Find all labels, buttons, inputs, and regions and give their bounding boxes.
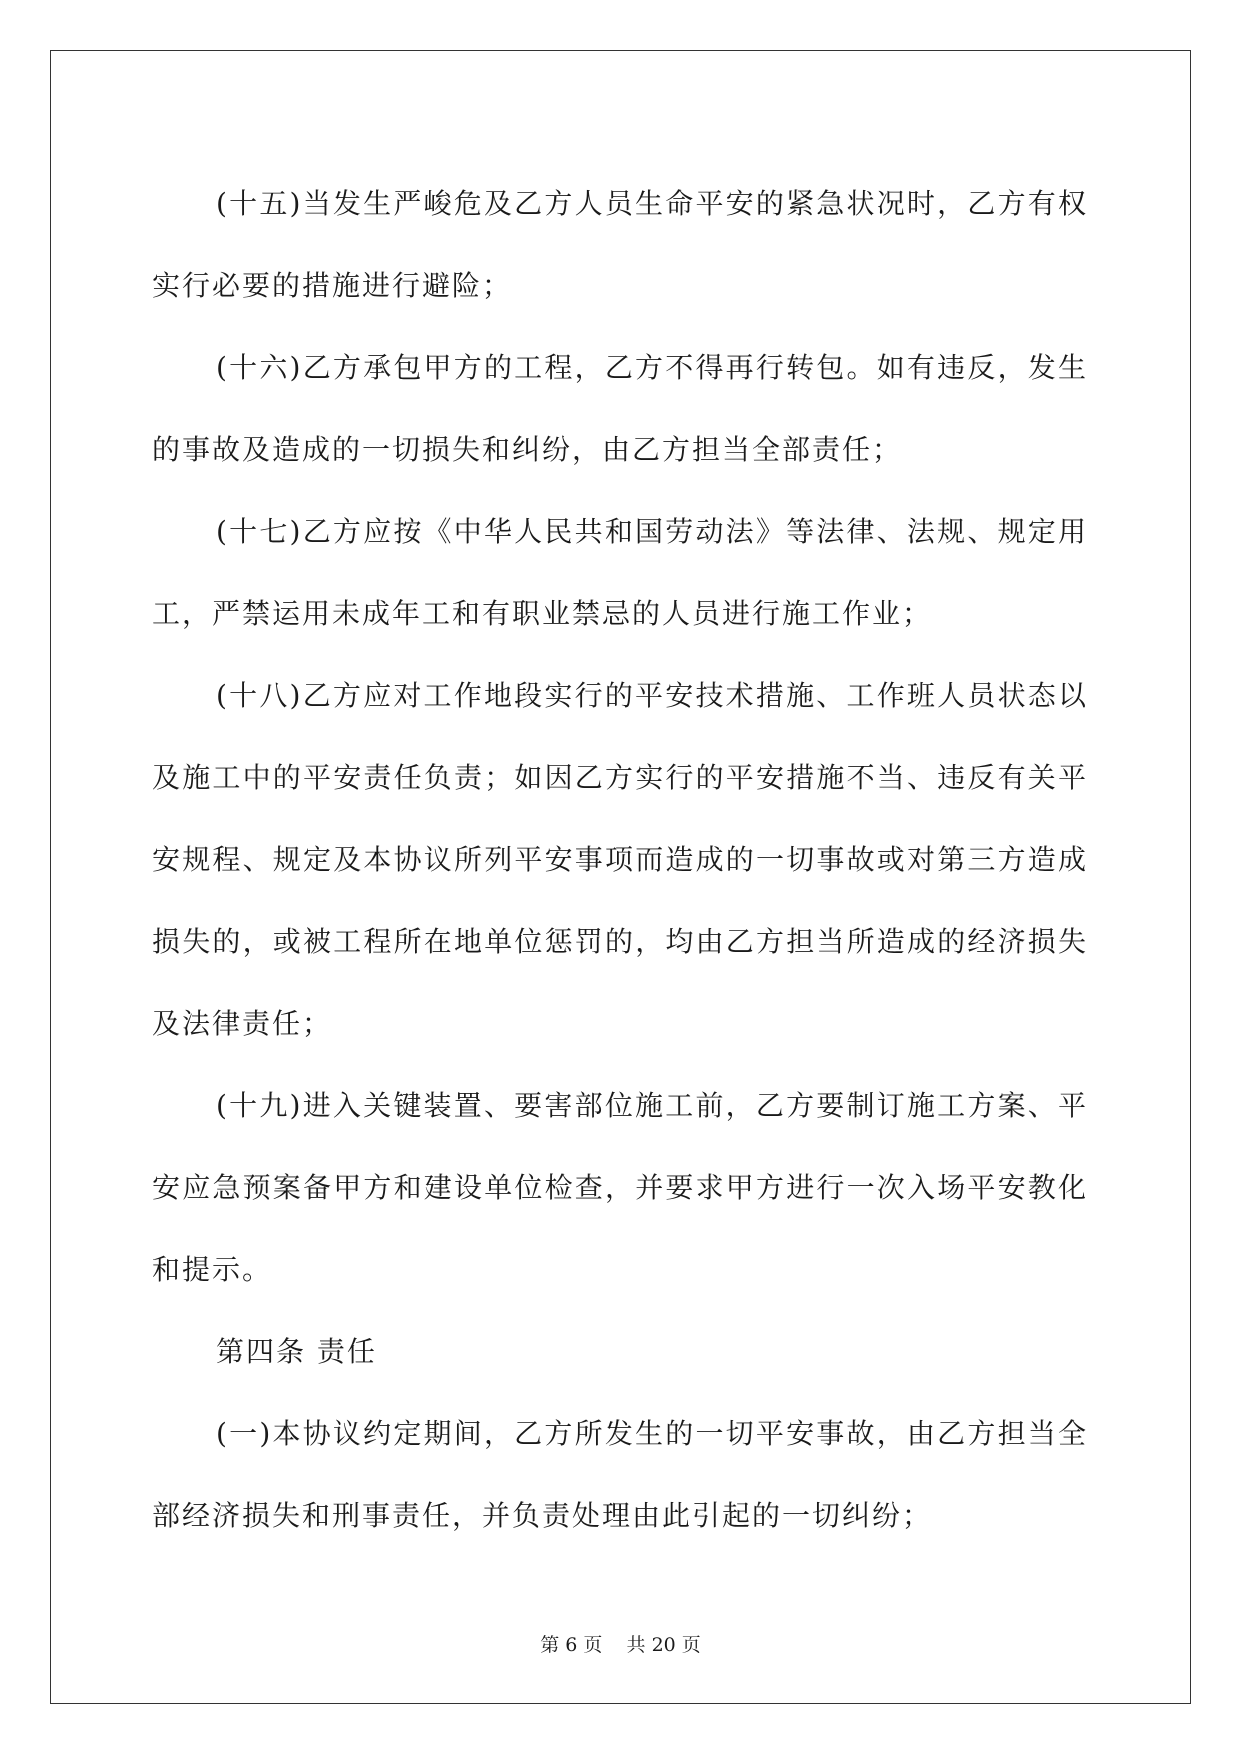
section-paragraph-1: (一)本协议约定期间，乙方所发生的一切平安事故，由乙方担当全部经济损失和刑事责任，并负责处理由此引起的一切纠纷； <box>152 1417 1088 1532</box>
paragraph-19: (十九)进入关键装置、要害部位施工前，乙方要制订施工方案、平安应急预案备甲方和建设单位检查，并要求甲方进行一次入场平安教化和提示。 <box>152 1089 1088 1286</box>
paragraph-15: (十五)当发生严峻危及乙方人员生命平安的紧急状况时，乙方有权实行必要的措施进行避险； <box>152 187 1088 302</box>
paragraph-17: (十七)乙方应按《中华人民共和国劳动法》等法律、法规、规定用工，严禁运用未成年工和有职业禁忌的人员进行施工作业； <box>152 515 1088 630</box>
document-body <box>152 163 1088 1557</box>
paragraph-18: (十八)乙方应对工作地段实行的平安技术措施、工作班人员状态以及施工中的平安责任负责；如因乙方实行的平安措施不当、违反有关平安规程、规定及本协议所列平安事项而造成的一切事故或对第三方造成损失的，或被工程所在地单位惩罚的，均由乙方担当所造成的经济损失及法律责任； <box>152 679 1088 1040</box>
paragraph-16: (十六)乙方承包甲方的工程，乙方不得再行转包。如有违反，发生的事故及造成的一切损失和纠纷，由乙方担当全部责任； <box>152 351 1088 466</box>
page-number-label: 第 6 页 共 20 页 <box>540 1634 701 1656</box>
section-heading: 第四条 责任 <box>216 1335 377 1368</box>
page-footer <box>0 1630 1241 1657</box>
